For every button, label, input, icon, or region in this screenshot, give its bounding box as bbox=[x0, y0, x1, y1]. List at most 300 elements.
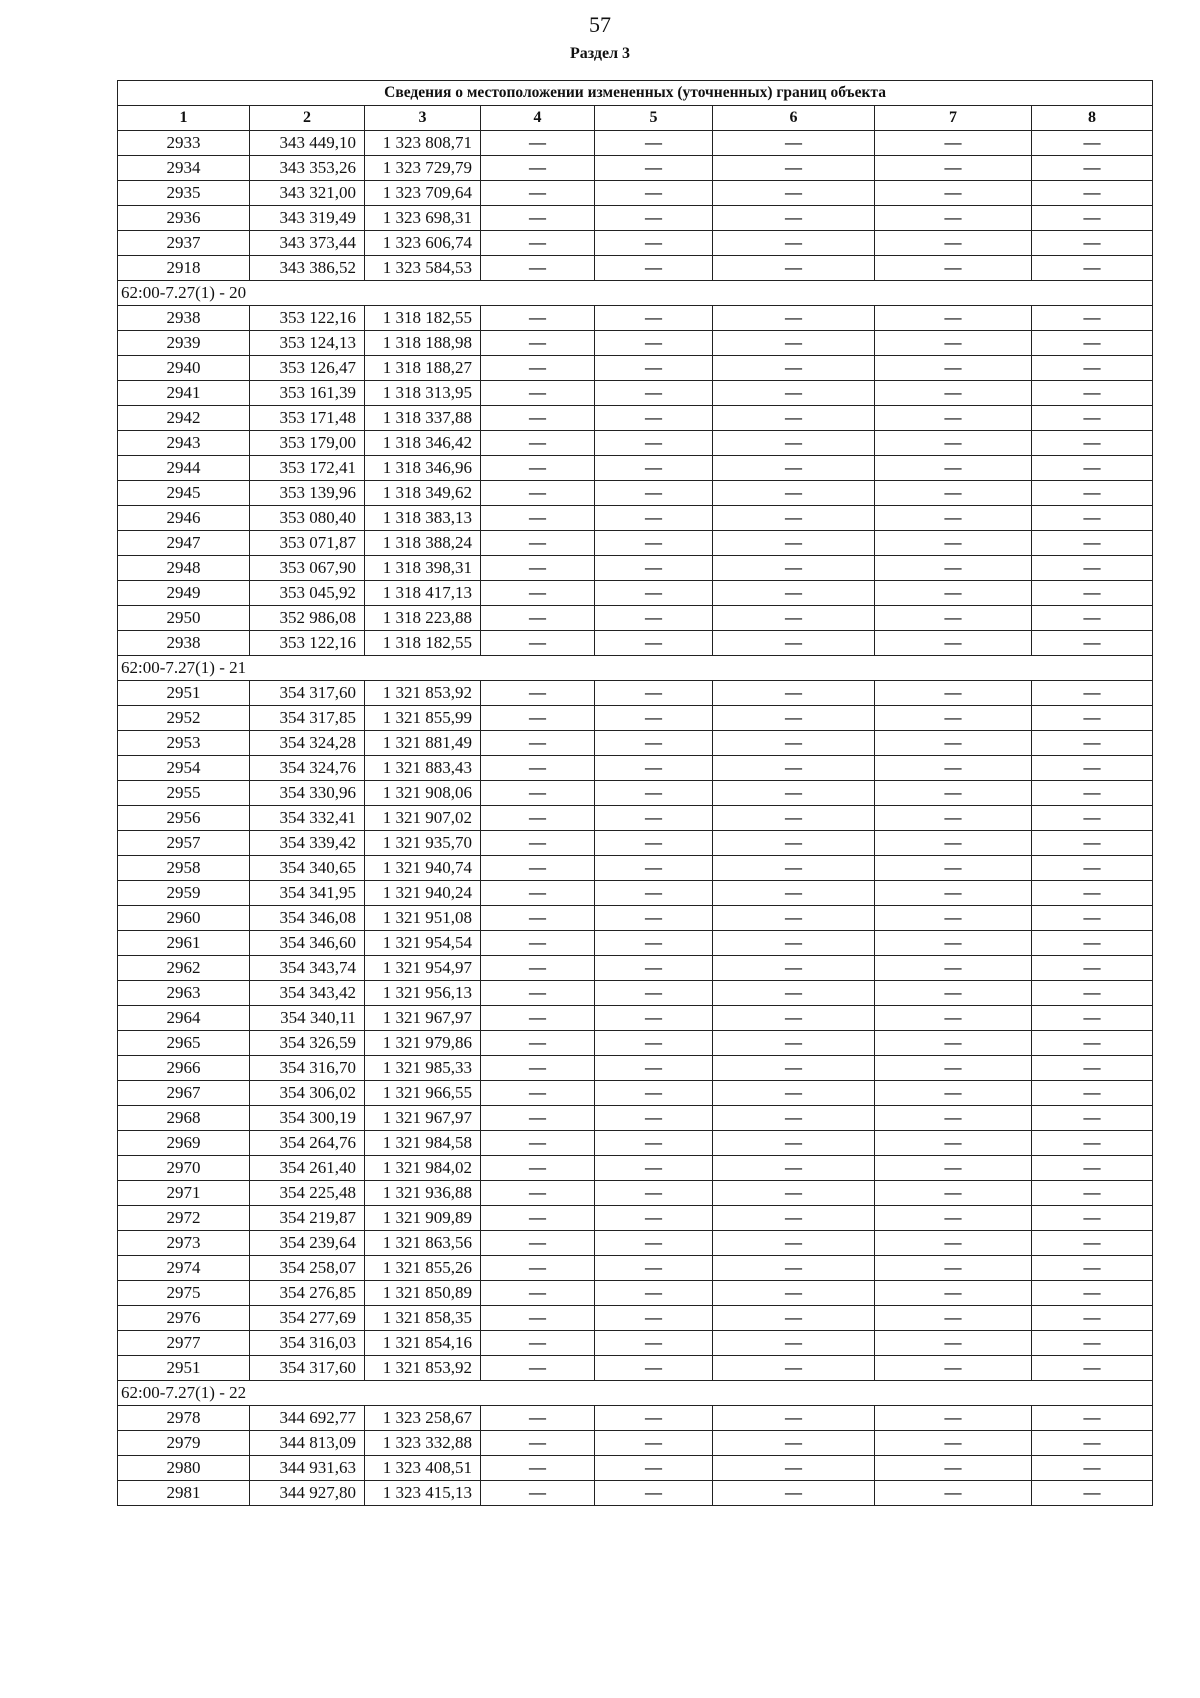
y-coordinate: 1 318 188,98 bbox=[365, 331, 481, 356]
empty-cell: — bbox=[1032, 531, 1153, 556]
empty-cell: — bbox=[481, 206, 595, 231]
empty-cell: — bbox=[713, 1031, 875, 1056]
x-coordinate: 354 219,87 bbox=[250, 1206, 365, 1231]
point-number: 2981 bbox=[118, 1481, 250, 1506]
point-number: 2969 bbox=[118, 1131, 250, 1156]
empty-cell: — bbox=[481, 1256, 595, 1281]
empty-cell: — bbox=[1032, 881, 1153, 906]
empty-cell: — bbox=[1032, 406, 1153, 431]
group-row bbox=[118, 1381, 1153, 1406]
empty-cell: — bbox=[1032, 231, 1153, 256]
empty-cell: — bbox=[595, 1431, 713, 1456]
empty-cell: — bbox=[481, 181, 595, 206]
table-row bbox=[118, 1056, 1153, 1081]
empty-cell: — bbox=[481, 481, 595, 506]
empty-cell: — bbox=[713, 306, 875, 331]
empty-cell: — bbox=[481, 856, 595, 881]
empty-cell: — bbox=[1032, 381, 1153, 406]
empty-cell: — bbox=[713, 881, 875, 906]
point-number: 2948 bbox=[118, 556, 250, 581]
y-coordinate: 1 321 881,49 bbox=[365, 731, 481, 756]
empty-cell: — bbox=[875, 556, 1032, 581]
table-row bbox=[118, 681, 1153, 706]
x-coordinate: 354 343,74 bbox=[250, 956, 365, 981]
x-coordinate: 344 927,80 bbox=[250, 1481, 365, 1506]
x-coordinate: 353 172,41 bbox=[250, 456, 365, 481]
empty-cell: — bbox=[1032, 1256, 1153, 1281]
empty-cell: — bbox=[713, 1256, 875, 1281]
empty-cell: — bbox=[1032, 331, 1153, 356]
y-coordinate: 1 323 258,67 bbox=[365, 1406, 481, 1431]
empty-cell: — bbox=[481, 1431, 595, 1456]
empty-cell: — bbox=[713, 831, 875, 856]
empty-cell: — bbox=[595, 1156, 713, 1181]
empty-cell: — bbox=[875, 431, 1032, 456]
x-coordinate: 354 258,07 bbox=[250, 1256, 365, 1281]
empty-cell: — bbox=[875, 406, 1032, 431]
empty-cell: — bbox=[595, 1206, 713, 1231]
x-coordinate: 353 139,96 bbox=[250, 481, 365, 506]
point-number: 2942 bbox=[118, 406, 250, 431]
empty-cell: — bbox=[1032, 931, 1153, 956]
empty-cell: — bbox=[875, 131, 1032, 156]
caption-row bbox=[118, 81, 1153, 106]
point-number: 2961 bbox=[118, 931, 250, 956]
empty-cell: — bbox=[595, 856, 713, 881]
table-row bbox=[118, 706, 1153, 731]
empty-cell: — bbox=[481, 681, 595, 706]
y-coordinate: 1 321 908,06 bbox=[365, 781, 481, 806]
empty-cell: — bbox=[595, 1131, 713, 1156]
empty-cell: — bbox=[481, 156, 595, 181]
empty-cell: — bbox=[713, 1431, 875, 1456]
table-row bbox=[118, 431, 1153, 456]
point-number: 2972 bbox=[118, 1206, 250, 1231]
empty-cell: — bbox=[481, 256, 595, 281]
point-number: 2958 bbox=[118, 856, 250, 881]
empty-cell: — bbox=[875, 1331, 1032, 1356]
empty-cell: — bbox=[713, 781, 875, 806]
x-coordinate: 354 264,76 bbox=[250, 1131, 365, 1156]
point-number: 2967 bbox=[118, 1081, 250, 1106]
empty-cell: — bbox=[595, 631, 713, 656]
point-number: 2965 bbox=[118, 1031, 250, 1056]
x-coordinate: 343 321,00 bbox=[250, 181, 365, 206]
x-coordinate: 353 179,00 bbox=[250, 431, 365, 456]
table-row bbox=[118, 1081, 1153, 1106]
point-number: 2954 bbox=[118, 756, 250, 781]
empty-cell: — bbox=[1032, 431, 1153, 456]
x-coordinate: 353 071,87 bbox=[250, 531, 365, 556]
column-header: 2 bbox=[250, 106, 365, 131]
group-row bbox=[118, 656, 1153, 681]
empty-cell: — bbox=[595, 681, 713, 706]
y-coordinate: 1 321 956,13 bbox=[365, 981, 481, 1006]
empty-cell: — bbox=[481, 706, 595, 731]
empty-cell: — bbox=[713, 631, 875, 656]
x-coordinate: 353 045,92 bbox=[250, 581, 365, 606]
empty-cell: — bbox=[875, 581, 1032, 606]
x-coordinate: 353 122,16 bbox=[250, 306, 365, 331]
empty-cell: — bbox=[1032, 581, 1153, 606]
empty-cell: — bbox=[481, 1131, 595, 1156]
point-number: 2976 bbox=[118, 1306, 250, 1331]
empty-cell: — bbox=[595, 606, 713, 631]
point-number: 2944 bbox=[118, 456, 250, 481]
empty-cell: — bbox=[481, 1481, 595, 1506]
y-coordinate: 1 321 984,58 bbox=[365, 1131, 481, 1156]
empty-cell: — bbox=[595, 881, 713, 906]
column-header: 4 bbox=[481, 106, 595, 131]
empty-cell: — bbox=[713, 1131, 875, 1156]
y-coordinate: 1 321 907,02 bbox=[365, 806, 481, 831]
empty-cell: — bbox=[1032, 1356, 1153, 1381]
table-row bbox=[118, 906, 1153, 931]
empty-cell: — bbox=[875, 1431, 1032, 1456]
empty-cell: — bbox=[875, 1281, 1032, 1306]
coordinates-table bbox=[117, 80, 1153, 1506]
empty-cell: — bbox=[875, 331, 1032, 356]
y-coordinate: 1 321 966,55 bbox=[365, 1081, 481, 1106]
empty-cell: — bbox=[481, 606, 595, 631]
empty-cell: — bbox=[1032, 981, 1153, 1006]
table-row bbox=[118, 381, 1153, 406]
empty-cell: — bbox=[595, 456, 713, 481]
x-coordinate: 344 692,77 bbox=[250, 1406, 365, 1431]
empty-cell: — bbox=[595, 1081, 713, 1106]
empty-cell: — bbox=[481, 1081, 595, 1106]
x-coordinate: 354 261,40 bbox=[250, 1156, 365, 1181]
empty-cell: — bbox=[481, 1181, 595, 1206]
point-number: 2946 bbox=[118, 506, 250, 531]
table-row bbox=[118, 306, 1153, 331]
empty-cell: — bbox=[875, 1231, 1032, 1256]
empty-cell: — bbox=[875, 456, 1032, 481]
empty-cell: — bbox=[875, 806, 1032, 831]
empty-cell: — bbox=[713, 1356, 875, 1381]
y-coordinate: 1 318 188,27 bbox=[365, 356, 481, 381]
y-coordinate: 1 321 883,43 bbox=[365, 756, 481, 781]
empty-cell: — bbox=[875, 906, 1032, 931]
table-row bbox=[118, 806, 1153, 831]
empty-cell: — bbox=[875, 1406, 1032, 1431]
point-number: 2959 bbox=[118, 881, 250, 906]
y-coordinate: 1 321 855,26 bbox=[365, 1256, 481, 1281]
empty-cell: — bbox=[713, 1481, 875, 1506]
point-number: 2971 bbox=[118, 1181, 250, 1206]
table-row bbox=[118, 556, 1153, 581]
x-coordinate: 353 126,47 bbox=[250, 356, 365, 381]
empty-cell: — bbox=[713, 181, 875, 206]
x-coordinate: 353 124,13 bbox=[250, 331, 365, 356]
point-number: 2933 bbox=[118, 131, 250, 156]
y-coordinate: 1 318 182,55 bbox=[365, 306, 481, 331]
empty-cell: — bbox=[1032, 831, 1153, 856]
empty-cell: — bbox=[1032, 256, 1153, 281]
empty-cell: — bbox=[595, 1356, 713, 1381]
empty-cell: — bbox=[481, 1406, 595, 1431]
empty-cell: — bbox=[875, 981, 1032, 1006]
empty-cell: — bbox=[1032, 1431, 1153, 1456]
y-coordinate: 1 323 408,51 bbox=[365, 1456, 481, 1481]
empty-cell: — bbox=[595, 531, 713, 556]
empty-cell: — bbox=[1032, 1281, 1153, 1306]
point-number: 2940 bbox=[118, 356, 250, 381]
empty-cell: — bbox=[1032, 1481, 1153, 1506]
point-number: 2957 bbox=[118, 831, 250, 856]
y-coordinate: 1 323 698,31 bbox=[365, 206, 481, 231]
empty-cell: — bbox=[875, 1031, 1032, 1056]
y-coordinate: 1 323 584,53 bbox=[365, 256, 481, 281]
empty-cell: — bbox=[595, 1481, 713, 1506]
empty-cell: — bbox=[875, 781, 1032, 806]
x-coordinate: 354 341,95 bbox=[250, 881, 365, 906]
empty-cell: — bbox=[595, 1056, 713, 1081]
table-row bbox=[118, 1481, 1153, 1506]
y-coordinate: 1 321 854,16 bbox=[365, 1331, 481, 1356]
table-row bbox=[118, 1181, 1153, 1206]
empty-cell: — bbox=[875, 531, 1032, 556]
table-row bbox=[118, 181, 1153, 206]
table-row bbox=[118, 956, 1153, 981]
empty-cell: — bbox=[875, 1106, 1032, 1131]
point-number: 2949 bbox=[118, 581, 250, 606]
point-number: 2937 bbox=[118, 231, 250, 256]
empty-cell: — bbox=[481, 1106, 595, 1131]
empty-cell: — bbox=[875, 481, 1032, 506]
table-row bbox=[118, 606, 1153, 631]
y-coordinate: 1 318 398,31 bbox=[365, 556, 481, 581]
empty-cell: — bbox=[481, 956, 595, 981]
table-row bbox=[118, 731, 1153, 756]
table-row bbox=[118, 581, 1153, 606]
x-coordinate: 354 300,19 bbox=[250, 1106, 365, 1131]
table-row bbox=[118, 1356, 1153, 1381]
empty-cell: — bbox=[1032, 631, 1153, 656]
empty-cell: — bbox=[1032, 506, 1153, 531]
empty-cell: — bbox=[595, 1456, 713, 1481]
y-coordinate: 1 323 606,74 bbox=[365, 231, 481, 256]
empty-cell: — bbox=[1032, 1456, 1153, 1481]
empty-cell: — bbox=[875, 631, 1032, 656]
table-row bbox=[118, 1031, 1153, 1056]
empty-cell: — bbox=[1032, 731, 1153, 756]
empty-cell: — bbox=[595, 356, 713, 381]
empty-cell: — bbox=[481, 1206, 595, 1231]
empty-cell: — bbox=[595, 956, 713, 981]
y-coordinate: 1 321 951,08 bbox=[365, 906, 481, 931]
empty-cell: — bbox=[875, 506, 1032, 531]
empty-cell: — bbox=[1032, 1131, 1153, 1156]
y-coordinate: 1 318 337,88 bbox=[365, 406, 481, 431]
point-number: 2979 bbox=[118, 1431, 250, 1456]
empty-cell: — bbox=[595, 906, 713, 931]
empty-cell: — bbox=[595, 756, 713, 781]
empty-cell: — bbox=[713, 206, 875, 231]
point-number: 2951 bbox=[118, 681, 250, 706]
empty-cell: — bbox=[481, 631, 595, 656]
empty-cell: — bbox=[1032, 1006, 1153, 1031]
empty-cell: — bbox=[481, 231, 595, 256]
empty-cell: — bbox=[1032, 1206, 1153, 1231]
empty-cell: — bbox=[713, 1206, 875, 1231]
x-coordinate: 354 340,65 bbox=[250, 856, 365, 881]
x-coordinate: 354 332,41 bbox=[250, 806, 365, 831]
y-coordinate: 1 321 853,92 bbox=[365, 681, 481, 706]
empty-cell: — bbox=[713, 1056, 875, 1081]
empty-cell: — bbox=[1032, 1231, 1153, 1256]
empty-cell: — bbox=[595, 1281, 713, 1306]
empty-cell: — bbox=[875, 881, 1032, 906]
empty-cell: — bbox=[481, 306, 595, 331]
empty-cell: — bbox=[595, 256, 713, 281]
empty-cell: — bbox=[713, 431, 875, 456]
empty-cell: — bbox=[713, 806, 875, 831]
table-row bbox=[118, 1306, 1153, 1331]
point-number: 2953 bbox=[118, 731, 250, 756]
empty-cell: — bbox=[1032, 1331, 1153, 1356]
empty-cell: — bbox=[1032, 1081, 1153, 1106]
point-number: 2974 bbox=[118, 1256, 250, 1281]
point-number: 2960 bbox=[118, 906, 250, 931]
empty-cell: — bbox=[595, 581, 713, 606]
table-row bbox=[118, 1156, 1153, 1181]
group-label: 62:00-7.27(1) - 22 bbox=[118, 1381, 1153, 1406]
empty-cell: — bbox=[481, 881, 595, 906]
point-number: 2970 bbox=[118, 1156, 250, 1181]
point-number: 2975 bbox=[118, 1281, 250, 1306]
group-row bbox=[118, 281, 1153, 306]
empty-cell: — bbox=[713, 1106, 875, 1131]
column-header-row bbox=[118, 106, 1153, 131]
point-number: 2966 bbox=[118, 1056, 250, 1081]
empty-cell: — bbox=[481, 531, 595, 556]
empty-cell: — bbox=[713, 1156, 875, 1181]
empty-cell: — bbox=[713, 906, 875, 931]
empty-cell: — bbox=[595, 331, 713, 356]
empty-cell: — bbox=[875, 1356, 1032, 1381]
empty-cell: — bbox=[1032, 706, 1153, 731]
empty-cell: — bbox=[481, 431, 595, 456]
empty-cell: — bbox=[713, 706, 875, 731]
empty-cell: — bbox=[481, 506, 595, 531]
empty-cell: — bbox=[481, 1231, 595, 1256]
point-number: 2977 bbox=[118, 1331, 250, 1356]
y-coordinate: 1 321 855,99 bbox=[365, 706, 481, 731]
x-coordinate: 354 277,69 bbox=[250, 1306, 365, 1331]
column-header: 1 bbox=[118, 106, 250, 131]
empty-cell: — bbox=[481, 806, 595, 831]
x-coordinate: 354 317,85 bbox=[250, 706, 365, 731]
group-label: 62:00-7.27(1) - 20 bbox=[118, 281, 1153, 306]
empty-cell: — bbox=[481, 331, 595, 356]
empty-cell: — bbox=[1032, 806, 1153, 831]
empty-cell: — bbox=[1032, 1181, 1153, 1206]
empty-cell: — bbox=[595, 381, 713, 406]
table-caption: Сведения о местоположении измененных (уточненных) границ объекта bbox=[118, 81, 1153, 106]
x-coordinate: 354 324,28 bbox=[250, 731, 365, 756]
y-coordinate: 1 318 388,24 bbox=[365, 531, 481, 556]
y-coordinate: 1 318 349,62 bbox=[365, 481, 481, 506]
x-coordinate: 354 317,60 bbox=[250, 681, 365, 706]
point-number: 2968 bbox=[118, 1106, 250, 1131]
empty-cell: — bbox=[595, 206, 713, 231]
point-number: 2973 bbox=[118, 1231, 250, 1256]
x-coordinate: 343 449,10 bbox=[250, 131, 365, 156]
empty-cell: — bbox=[595, 1106, 713, 1131]
y-coordinate: 1 318 346,42 bbox=[365, 431, 481, 456]
y-coordinate: 1 323 709,64 bbox=[365, 181, 481, 206]
y-coordinate: 1 318 223,88 bbox=[365, 606, 481, 631]
empty-cell: — bbox=[481, 556, 595, 581]
empty-cell: — bbox=[713, 506, 875, 531]
y-coordinate: 1 321 936,88 bbox=[365, 1181, 481, 1206]
column-header: 3 bbox=[365, 106, 481, 131]
point-number: 2963 bbox=[118, 981, 250, 1006]
empty-cell: — bbox=[1032, 131, 1153, 156]
y-coordinate: 1 323 415,13 bbox=[365, 1481, 481, 1506]
empty-cell: — bbox=[1032, 1306, 1153, 1331]
empty-cell: — bbox=[481, 381, 595, 406]
empty-cell: — bbox=[481, 831, 595, 856]
y-coordinate: 1 321 954,97 bbox=[365, 956, 481, 981]
empty-cell: — bbox=[875, 381, 1032, 406]
point-number: 2980 bbox=[118, 1456, 250, 1481]
empty-cell: — bbox=[595, 1306, 713, 1331]
empty-cell: — bbox=[595, 981, 713, 1006]
empty-cell: — bbox=[595, 481, 713, 506]
x-coordinate: 344 813,09 bbox=[250, 1431, 365, 1456]
point-number: 2952 bbox=[118, 706, 250, 731]
empty-cell: — bbox=[481, 1456, 595, 1481]
point-number: 2956 bbox=[118, 806, 250, 831]
point-number: 2951 bbox=[118, 1356, 250, 1381]
x-coordinate: 352 986,08 bbox=[250, 606, 365, 631]
empty-cell: — bbox=[595, 831, 713, 856]
empty-cell: — bbox=[713, 406, 875, 431]
empty-cell: — bbox=[595, 731, 713, 756]
empty-cell: — bbox=[713, 556, 875, 581]
column-header: 7 bbox=[875, 106, 1032, 131]
empty-cell: — bbox=[1032, 481, 1153, 506]
column-header: 8 bbox=[1032, 106, 1153, 131]
empty-cell: — bbox=[1032, 781, 1153, 806]
empty-cell: — bbox=[1032, 681, 1153, 706]
y-coordinate: 1 321 967,97 bbox=[365, 1006, 481, 1031]
empty-cell: — bbox=[595, 806, 713, 831]
table-row bbox=[118, 981, 1153, 1006]
table-row bbox=[118, 506, 1153, 531]
y-coordinate: 1 321 979,86 bbox=[365, 1031, 481, 1056]
empty-cell: — bbox=[1032, 156, 1153, 181]
point-number: 2941 bbox=[118, 381, 250, 406]
empty-cell: — bbox=[1032, 756, 1153, 781]
empty-cell: — bbox=[1032, 456, 1153, 481]
point-number: 2934 bbox=[118, 156, 250, 181]
table-row bbox=[118, 1456, 1153, 1481]
y-coordinate: 1 318 182,55 bbox=[365, 631, 481, 656]
empty-cell: — bbox=[875, 1156, 1032, 1181]
empty-cell: — bbox=[713, 1306, 875, 1331]
empty-cell: — bbox=[481, 1156, 595, 1181]
empty-cell: — bbox=[595, 706, 713, 731]
empty-cell: — bbox=[713, 231, 875, 256]
group-label: 62:00-7.27(1) - 21 bbox=[118, 656, 1153, 681]
y-coordinate: 1 321 858,35 bbox=[365, 1306, 481, 1331]
table-row bbox=[118, 206, 1153, 231]
y-coordinate: 1 321 954,54 bbox=[365, 931, 481, 956]
x-coordinate: 354 346,60 bbox=[250, 931, 365, 956]
